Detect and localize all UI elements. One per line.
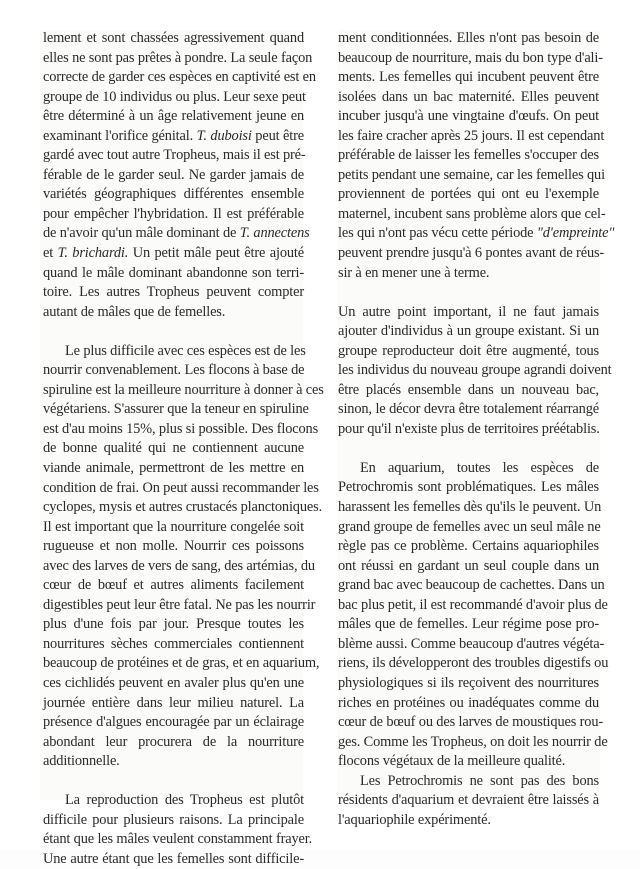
text-line: Une autre étant que les femelles sont difficile- — [43, 850, 304, 867]
text-run: les qui n'ont pas vécu cette période — [338, 225, 537, 242]
text-line: En aquarium, toutes les espèces de — [360, 459, 599, 476]
emphasis-term: "d'empreinte" — [536, 225, 615, 242]
text-line: nourritures sèches commerciales contiennent — [43, 635, 304, 652]
text-line: préférable de laisser les femelles s'occuper des — [338, 147, 599, 164]
text-line: physiologiques si ils reçoivent des nourritures — [338, 674, 599, 691]
species-name: T. duboisi — [196, 127, 252, 144]
text-line: pour empêcher l'hybridation. Il est préférable — [43, 205, 304, 222]
text-line: Le plus difficile avec ces espèces est de les — [65, 342, 306, 359]
text-run: Un petit mâle peut être ajouté — [128, 245, 305, 262]
text-line: cœur de bœuf ou des larves de moustiques rou- — [338, 714, 604, 731]
text-line: abondant leur procurera de la nourriture — [43, 733, 304, 750]
text-line: grand groupe de femelles avec un seul mâle ne — [338, 518, 601, 535]
text-line: petits pendant une semaine, car les femelles qui — [338, 166, 605, 183]
text-line: ment conditionnées. Elles n'ont pas besoin de — [338, 30, 599, 46]
paragraph-tropheus-keeping — [43, 29, 316, 322]
text-run: peut être — [251, 127, 304, 144]
text-line: peuvent prendre jusqu'à 6 pontes avant de réus- — [338, 245, 605, 262]
text-line — [43, 244, 304, 264]
text-line: l'aquariophile expérimenté. — [338, 811, 491, 828]
paragraph-conclusion — [338, 772, 599, 831]
text-line: ments. Les femelles qui incubent peuvent être — [338, 69, 599, 86]
text-line: être déterminé à un âge relativement jeune en — [43, 108, 304, 125]
text-line: férable de le garder seul. Ne garder jamais de — [43, 166, 304, 183]
text-line: les individus du nouveau groupe agrandi doivent — [338, 362, 612, 379]
text-line: condition de frai. On peut aussi recommander les — [43, 479, 319, 496]
left-column — [43, 29, 324, 869]
text-line: bac plus petit, il est recommandé d'avoir plus de — [338, 596, 608, 613]
text-line: La reproduction des Tropheus est plutôt — [65, 792, 304, 809]
text-line: présence d'algues encouragée par un éclairage — [43, 714, 304, 731]
text-line: pour qu'il n'existe plus de territoires préétablis. — [338, 420, 600, 437]
text-line: Un autre point important, il ne faut jamais — [338, 303, 599, 320]
text-line: riens, ils développeront des troubles digestifs ou — [338, 655, 609, 672]
text-line: elles ne sont pas prêtes à pondre. La seule façon — [43, 49, 313, 66]
text-line: résidents d'aquarium et devraient être laissés à — [338, 792, 599, 809]
text-line: végétariens. S'assurer que la teneur en spiruline — [43, 401, 309, 418]
text-line: groupe de 10 individus ou plus. Leur sexe peut — [43, 88, 306, 105]
text-line — [338, 224, 615, 244]
text-line: digestibles peut leur être fatal. Ne pas les nourrir — [43, 596, 316, 613]
text-line: nourrir convenablement. Les flocons à base de — [43, 362, 305, 379]
text-line: Les Petrochromis ne sont pas des bons — [360, 772, 599, 789]
text-line: Petrochromis sont problématiques. Les mâles — [338, 479, 599, 496]
text-line: blème aussi. Comme beaucoup d'autres végéta- — [338, 635, 605, 652]
text-line: cyclopes, mysis et autres crustacés planctoniques. — [43, 499, 323, 516]
paragraph-group-expansion — [338, 303, 612, 440]
text-line — [43, 224, 310, 244]
text-run: de n'avoir qu'un mâle dominant de — [43, 225, 240, 242]
text-line: sinon, le décor devra être totalement réarrangé — [338, 401, 599, 418]
text-line: beaucoup de nourriture, mais du bon type d'ali- — [338, 49, 603, 66]
text-line: est d'au moins 15%, plus si possible. Des flocons — [43, 420, 319, 437]
text-line: maternel, incubent sans problème alors que cel- — [338, 205, 606, 222]
text-line: ont réussi en gardant un seul couple dans un — [338, 557, 599, 574]
text-line: être placés ensemble dans un nouveau bac, — [338, 381, 599, 398]
text-line: ces cichlidés peuvent en avaler plus qu'en une — [43, 675, 304, 691]
text-line: ajouter d'individus à un groupe existant. Si un — [338, 323, 599, 340]
text-line: autant de mâles que de femelles. — [43, 303, 226, 320]
text-line: de bonne qualité qui ne contiennent aucune — [43, 440, 304, 457]
text-line: difficile pour plusieurs raisons. La principale — [43, 811, 304, 828]
text-line: lement et sont chassées agressivement quand — [43, 30, 304, 46]
text-line: quand le mâle dominant abandonne son terri- — [43, 264, 304, 281]
text-run: et — [43, 245, 58, 262]
paragraph-feeding — [43, 342, 324, 772]
text-line: additionnelle. — [43, 753, 120, 770]
text-line: grand bac avec beaucoup de cachettes. Dans un — [338, 577, 605, 594]
paragraph-petrochromis — [338, 459, 609, 772]
text-line: mâles que de femelles. Leur régime pose pro- — [338, 616, 599, 633]
text-line: variétés géographiques différentes ensemble — [43, 186, 304, 203]
text-line: journée entière dans leur milieu naturel. La — [43, 694, 304, 711]
text-line: les faire cracher après 25 jours. Il est cependant — [338, 127, 605, 144]
text-line: flocons végétaux de la meilleure qualité. — [338, 753, 566, 770]
text-line: proviennent de portées qui ont eu l'exemple — [338, 186, 599, 203]
text-run: examinant l'orifice génital. — [43, 127, 197, 144]
text-line: rugueuse et non molle. Nourrir ces poissons — [43, 538, 304, 555]
text-line: groupe reproducteur doit être augmenté, tous — [338, 342, 599, 359]
species-name: T. annectens — [239, 225, 310, 242]
text-line: avec des larves de vers de sang, des artémias, du — [43, 557, 315, 574]
text-line: sir à en mener une à terme. — [338, 264, 490, 281]
text-line: isolées dans un bac maternité. Elles peuvent — [338, 88, 599, 105]
text-line: gardé avec tout autre Tropheus, mais il est pré- — [43, 147, 306, 164]
text-line: riches en protéines ou inadéquates comme du — [338, 694, 599, 711]
text-line: incuber jusqu'à une vingtaine d'œufs. On peut — [338, 108, 599, 125]
paragraph-incubation — [338, 29, 615, 283]
text-line: toire. Les autres Tropheus peuvent compter — [43, 284, 304, 301]
text-line: spiruline est la meilleure nourriture à donner à ces — [43, 381, 324, 398]
text-line: cœur de bœuf et autres aliments facilement — [43, 577, 304, 594]
text-line: étant que les mâles veulent constamment frayer. — [43, 831, 313, 848]
text-line: règle pas ce problème. Certains aquariophiles — [338, 538, 599, 555]
right-column — [338, 29, 615, 830]
text-line: viande animale, permettront de les mettre en — [43, 459, 304, 476]
text-line: Il est important que la nourriture congelée soit — [43, 518, 304, 535]
text-line: harassent les femelles dès qu'ils le peuvent. Un — [338, 499, 602, 516]
text-line: plus d'une fois par jour. Presque toutes les — [43, 616, 304, 633]
text-line: ges. Comme les Tropheus, on doit les nourrir de — [338, 733, 608, 750]
text-line: correcte de garder ces espèces en captivité est en — [43, 69, 316, 86]
paragraph-reproduction — [43, 791, 313, 869]
text-line — [43, 127, 304, 147]
text-line: beaucoup de protéines et de gras, et en aquarium, — [43, 655, 320, 672]
species-name: T. brichardi. — [57, 245, 129, 262]
